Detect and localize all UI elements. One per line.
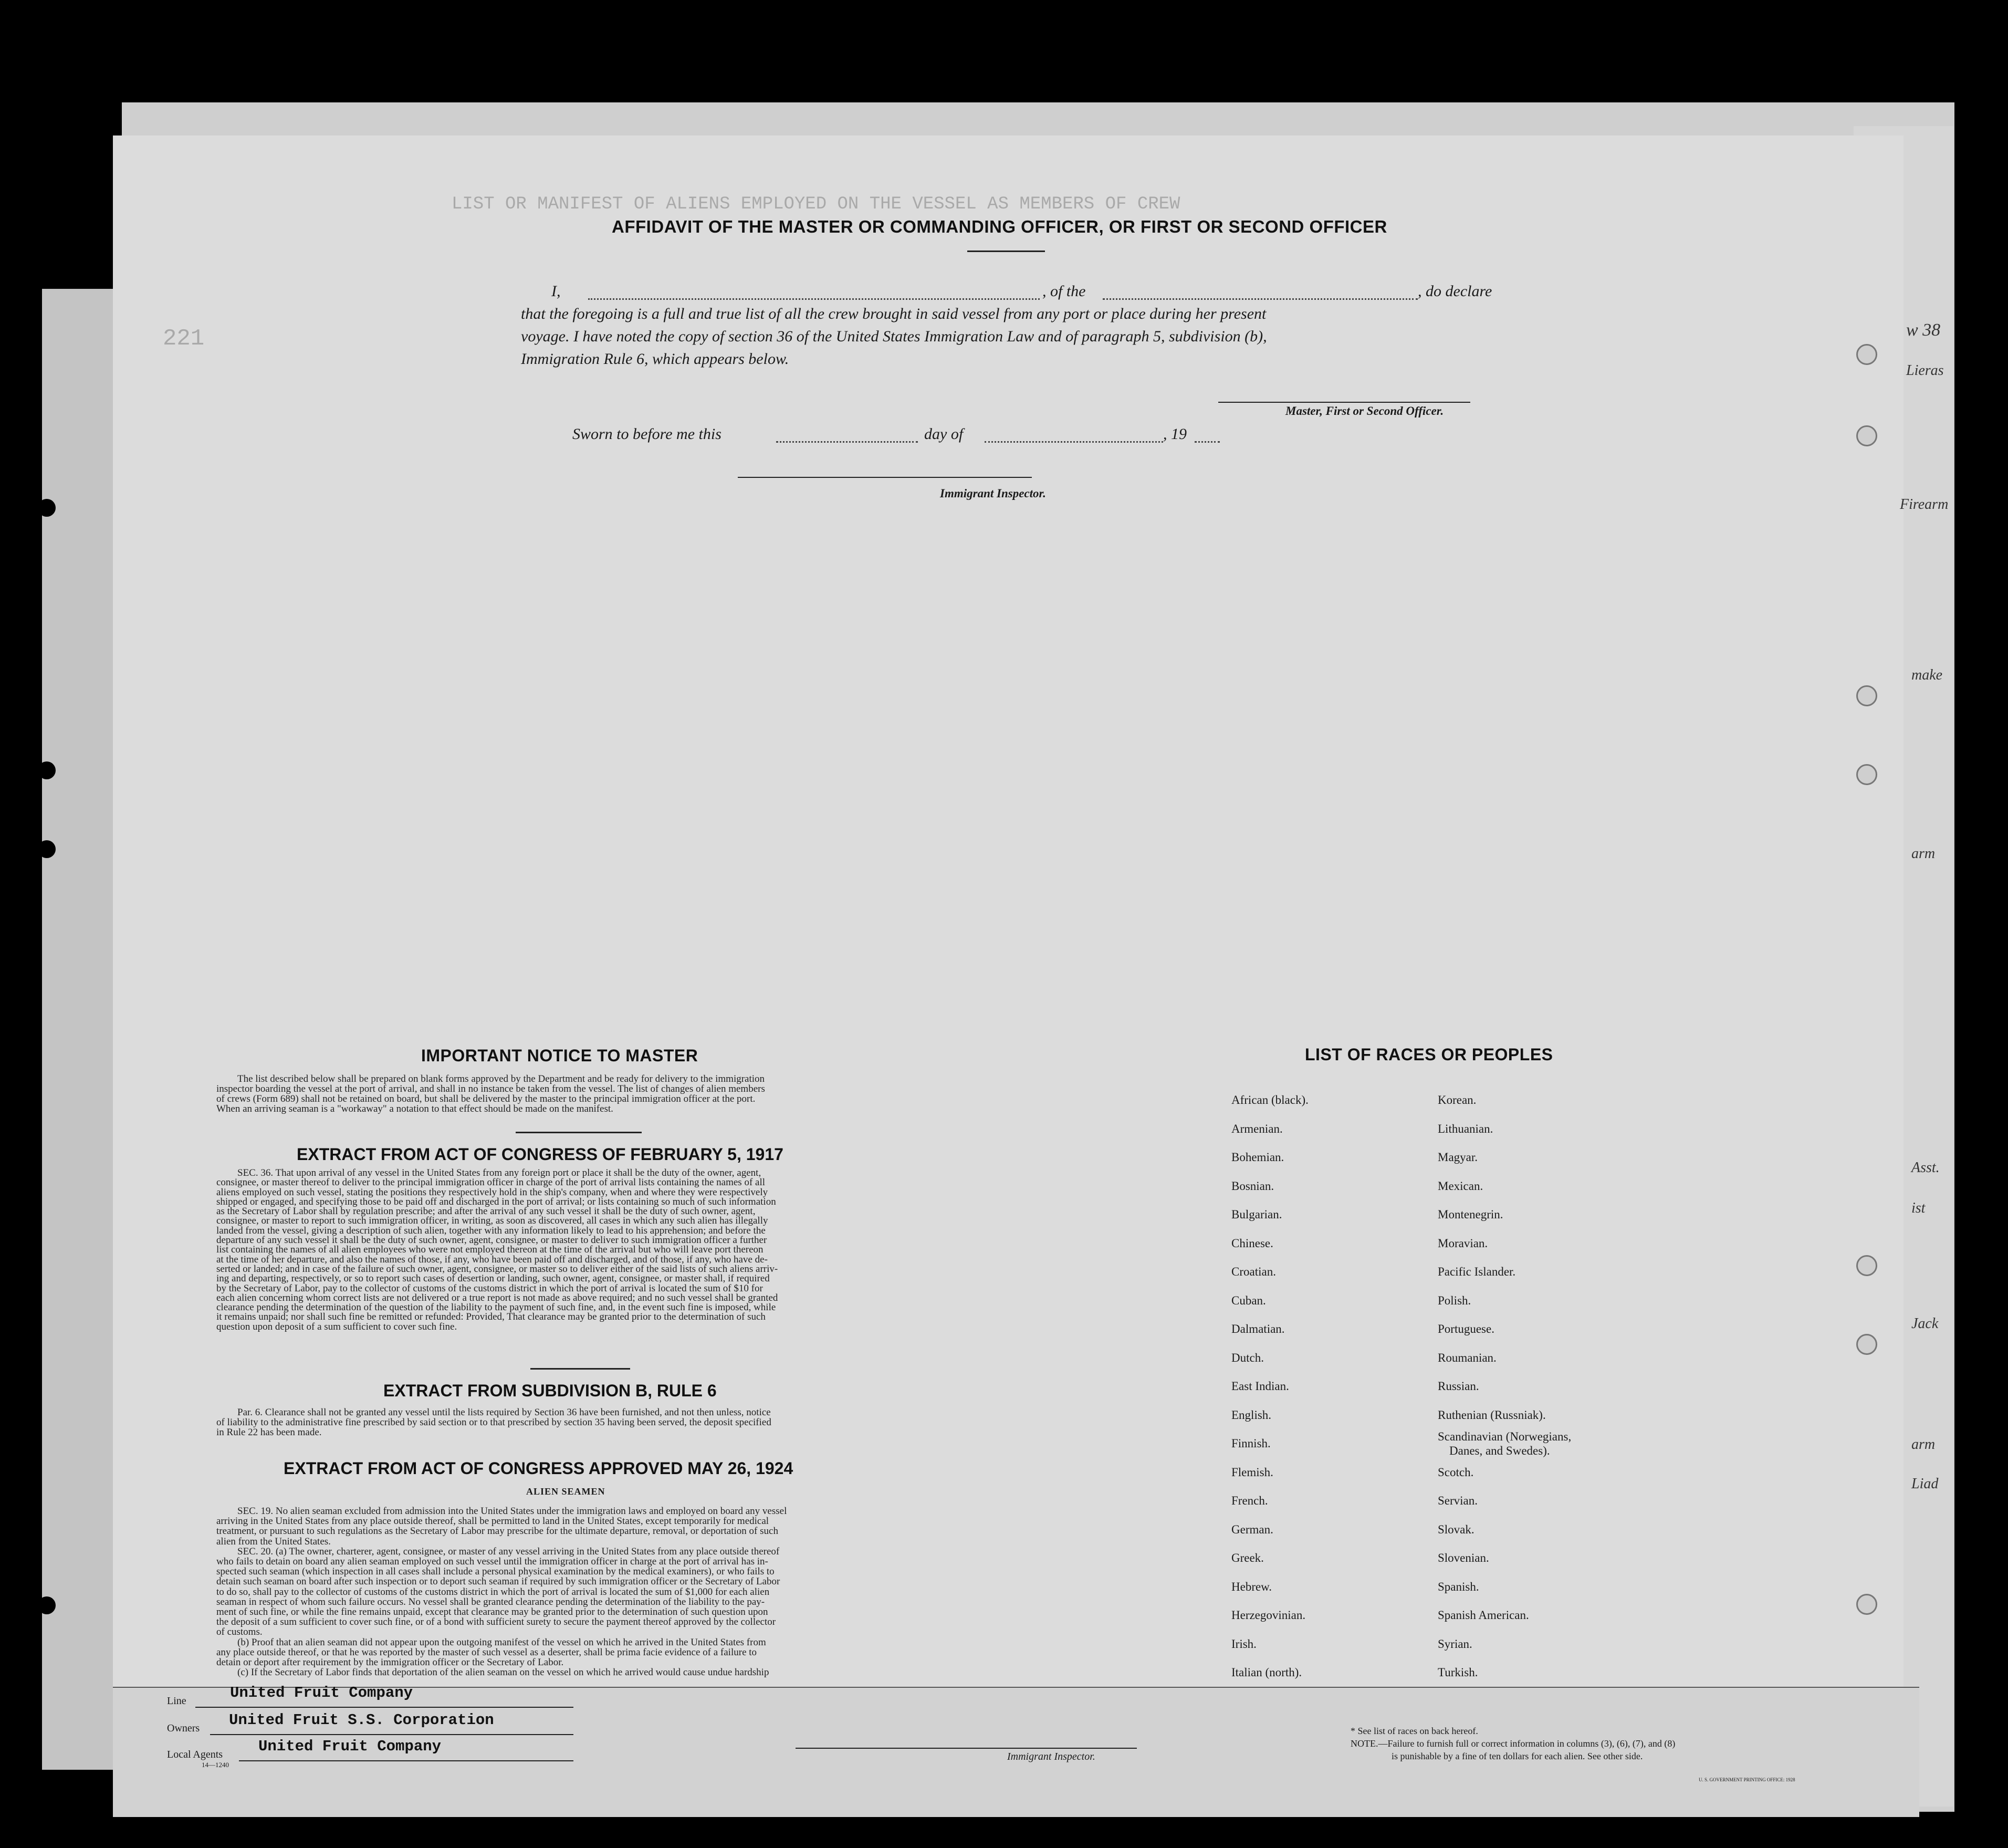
footer-inspector-line[interactable]	[796, 1748, 1137, 1749]
race-item: French.	[1231, 1494, 1268, 1507]
affidavit-declare: , do declare	[1418, 283, 1492, 300]
race-item	[1231, 1658, 1309, 1669]
race-item: Bohemian.	[1231, 1151, 1284, 1164]
section-rule	[530, 1368, 630, 1370]
affidavit-line2: that the foregoing is a full and true list of all the crew brought in said vessel from any port or place during her present	[521, 305, 1267, 322]
margin-note: ist	[1911, 1200, 1926, 1216]
race-item: Russian.	[1438, 1380, 1479, 1393]
line-value[interactable]: United Fruit Company	[230, 1684, 413, 1701]
extract-1917-title: EXTRACT FROM ACT OF CONGRESS OF FEBRUARY 5, 1917	[297, 1145, 783, 1164]
binder-ring	[1856, 1334, 1877, 1355]
ghost-header: LIST OR MANIFEST OF ALIENS EMPLOYED ON THE VESSEL AS MEMBERS OF CREW	[452, 194, 1180, 214]
race-item: Turkish.	[1438, 1666, 1478, 1679]
race-item: German.	[1231, 1522, 1273, 1536]
punch-hole	[38, 1596, 56, 1614]
footnote-races: * See list of races on back hereof.	[1351, 1726, 1478, 1736]
sworn-text: Sworn to before me this	[572, 425, 721, 443]
punch-hole	[38, 499, 56, 517]
binder-ring	[1856, 685, 1877, 706]
printer-mark: U. S. GOVERNMENT PRINTING OFFICE: 1928	[1699, 1777, 1795, 1782]
inspector-signature-line[interactable]	[738, 477, 1032, 478]
race-item: Armenian.	[1231, 1122, 1283, 1135]
agents-field-rule	[239, 1760, 573, 1761]
race-item: Irish.	[1231, 1637, 1257, 1651]
race-item: Dutch.	[1231, 1351, 1264, 1364]
line-field-rule	[195, 1707, 573, 1708]
race-item: Slovenian.	[1438, 1551, 1489, 1564]
footnote-note: NOTE.—Failure to furnish full or correct information in columns (3), (6), (7), and (8)	[1351, 1738, 1676, 1749]
agents-value[interactable]: United Fruit Company	[258, 1738, 442, 1755]
title-rule	[967, 250, 1045, 252]
footnote-note-cont: is punishable by a fine of ten dollars for each alien. See other side.	[1392, 1751, 1643, 1761]
race-item: East Indian.	[1231, 1380, 1289, 1393]
race-item: Mexican.	[1438, 1179, 1483, 1193]
margin-note: Liad	[1911, 1476, 1939, 1492]
affidavit-i: I,	[551, 283, 561, 300]
extract-rule6-body: Par. 6. Clearance shall not be granted any vessel until the lists required by Section 36 have been furnished, and not then unless, notice of liability to the administrative fine prescribed by said section or to that prescribed by section 35 having been served, the deposit specified in Rule 22 has been made.	[216, 1407, 771, 1438]
vessel-name-field[interactable]	[1103, 298, 1418, 300]
race-item: Ruthenian (Russniak).	[1438, 1408, 1546, 1422]
margin-note: w 38	[1906, 320, 1941, 340]
affidavit-line4: Immigration Rule 6, which appears below.	[521, 350, 789, 368]
race-item: Hebrew.	[1231, 1580, 1272, 1593]
race-item: Moravian.	[1438, 1236, 1488, 1250]
race-item: Magyar.	[1438, 1151, 1478, 1164]
race-item: Herzegovinian.	[1231, 1609, 1306, 1622]
line-label: Line	[167, 1695, 186, 1707]
race-item: Scandinavian (Norwegians, Danes, and Swedes).	[1438, 1430, 1572, 1457]
margin-note: Firearm	[1900, 496, 1949, 513]
sworn-day-field[interactable]	[776, 441, 918, 443]
inspector-label: Immigrant Inspector.	[940, 487, 1046, 500]
race-item: Chinese.	[1231, 1236, 1273, 1250]
owners-field-rule	[210, 1734, 573, 1735]
owners-label: Owners	[167, 1722, 200, 1734]
race-item: Lithuanian.	[1438, 1122, 1493, 1135]
form-number: 14—1240	[202, 1761, 229, 1769]
day-of-text: day of	[924, 425, 964, 443]
owners-value[interactable]: United Fruit S.S. Corporation	[229, 1711, 494, 1729]
race-item: Spanish American.	[1438, 1609, 1529, 1622]
binder-ring	[1856, 764, 1877, 785]
extract-1917-body: SEC. 36. That upon arrival of any vessel in the United States from any foreign port or place it shall be the duty of the owner, agent, consignee, or master thereof to deliver to the principal immigration officer in charge of the port of arrival lists containing the names of all aliens employed on such vessel, stating the positions they respectively hold in the ship's company, when and where they were respectively shipped or engaged, and specifying those to be paid off and discharged in the port of arrival; or lists containing so much of such information as the Secretary of Labor shall by regulation prescribe; and after the arrival of any such vessel it shall be the duty of such owner, agent, consignee, or master to report to such immigration officer, in writing, as soon as discovered, all cases in which any such alien has illegally landed from the vessel, giving a description of such alien, together with any information likely to lead to his apprehension; and before the departure of any such vessel it shall be the duty of such owner, agent, consignee, or master to deliver to such immigration officer a further list containing the names of all alien employees who were not employed thereon at the time of the arrival but who will leave port thereon at the time of her departure, and also the names of those, if any, who have been paid off and discharged, and of those, if any, who have de- serted or landed; and in case of the failure of such owner, agent, consignee, or master so to deliver either of the said lists of such aliens arriv- ing and departing, respectively, or so to report such cases of desertion or landing, such owner, agent, consignee, or master shall, if required by the Secretary of Labor, pay to the collector of customs of the customs district in which the port of arrival is located the sum of $10 for each alien concerning whom correct lists are not delivered or a true report is not made as above required; and no such vessel shall be granted clearance pending the determination of the question of the liability to the payment of such fine, and, in the event such fine is imposed, while it remains unpaid; nor shall such fine be remitted or refunded: Provided, That clearance may be granted prior to the determination of such question upon deposit of a sum sufficient to cover such fine.	[216, 1167, 778, 1332]
margin-note: Jack	[1911, 1315, 1939, 1332]
affidavit-line3: voyage. I have noted the copy of section 36 of the United States Immigration Law and of paragraph 5, subdivision (b),	[521, 328, 1267, 345]
margin-note: make	[1911, 667, 1943, 683]
race-item: Dalmatian.	[1231, 1322, 1285, 1335]
race-item: Bulgarian.	[1231, 1208, 1282, 1221]
race-item: Montenegrin.	[1438, 1208, 1503, 1221]
race-item: Croatian.	[1231, 1265, 1276, 1278]
master-signature-line[interactable]	[1218, 402, 1470, 403]
year-text: , 19	[1163, 425, 1187, 443]
margin-note: arm	[1911, 845, 1936, 862]
race-item: Spanish.	[1438, 1580, 1479, 1593]
alien-seamen-subtitle: ALIEN SEAMEN	[526, 1486, 605, 1497]
race-item: Slovak.	[1438, 1522, 1474, 1536]
master-label: Master, First or Second Officer.	[1285, 404, 1444, 417]
binder-ring	[1856, 1255, 1877, 1276]
agents-label: Local Agents	[167, 1749, 223, 1760]
affidavit-of-the: , of the	[1042, 283, 1086, 300]
race-item: Flemish.	[1231, 1465, 1273, 1479]
race-item: Servian.	[1438, 1494, 1478, 1507]
race-item: Syrian.	[1438, 1637, 1472, 1651]
binder-ring	[1856, 425, 1877, 446]
punch-hole	[38, 840, 56, 858]
races-title: LIST OF RACES OR PEOPLES	[1305, 1045, 1553, 1064]
race-item: Roumanian.	[1438, 1351, 1497, 1364]
binder-ring	[1856, 1594, 1877, 1615]
affidavit-title: AFFIDAVIT OF THE MASTER OR COMMANDING OFFICER, OR FIRST OR SECOND OFFICER	[612, 217, 1387, 236]
race-item: African (black).	[1231, 1093, 1309, 1106]
margin-note: arm	[1911, 1436, 1936, 1453]
race-item: Scotch.	[1438, 1465, 1474, 1479]
notice-title: IMPORTANT NOTICE TO MASTER	[421, 1046, 698, 1065]
extract-rule6-title: EXTRACT FROM SUBDIVISION B, RULE 6	[383, 1381, 717, 1400]
sworn-month-field[interactable]	[985, 441, 1163, 443]
race-item: Greek.	[1231, 1551, 1264, 1564]
extract-1924-body: SEC. 19. No alien seaman excluded from admission into the United States under the immigration laws and employed on board any vessel arriving in the United States from any place outside thereof, shall be permitted to land in the United States, except temporarily for medical treatment, or pursuant to such regulations as the Secretary of Labor may prescribe for the ultimate departure, removal, or deportation of such alien from the United States. SEC. 20. (a) The owner, charterer, agent, consignee, or master of any vessel arriving in the United States from any place outside thereof who fails to detain on board any alien seaman employed on such vessel until the immigration officer in charge at the port of arrival has in- spected such seaman (which inspection in all cases shall include a personal physical examination by the medical examiners), or who fails to detain such seaman on board after such inspection or to deport such seaman if required by such immigration officer or the Secretary of Labor to do so, shall pay to the collector of customs of the customs district in which the port of arrival is located the sum of $1,000 for each alien seaman in respect of whom such failure occurs. No vessel shall be granted clearance pending the determination of the liability to the pay- ment of such fine, or while the fine remains unpaid, except that clearance may be granted prior to the determination of such question upon the deposit of a sum sufficient to cover such fine, or of a bond with sufficient surety to secure the payment thereof approved by the collector of customs. (b) Proof that an alien seaman did not appear upon the outgoing manifest of the vessel on which he arrived in the United States from any place outside thereof, or that he was reported by the master of such vessel as a deserter, shall be prima facie evidence of a failure to detain or deport after requirement by the immigration officer or the Secretary of Labor. (c) If the Secretary of Labor finds that deportation of the alien seaman on the vessel on which he arrived would cause undue hardship	[216, 1506, 787, 1678]
races-col1	[1231, 1086, 1309, 1669]
ghost-number: 221	[163, 326, 205, 352]
margin-note: Lieras	[1906, 362, 1944, 379]
margin-note: Asst.	[1911, 1160, 1940, 1176]
race-item: Cuban.	[1231, 1293, 1266, 1307]
race-item: Finnish.	[1231, 1437, 1271, 1450]
master-name-field[interactable]	[588, 298, 1040, 300]
extract-1924-title: EXTRACT FROM ACT OF CONGRESS APPROVED MAY 26, 1924	[284, 1459, 793, 1478]
race-item: Korean.	[1438, 1093, 1477, 1106]
race-item: Pacific Islander.	[1438, 1265, 1516, 1278]
races-col2	[1438, 1086, 1571, 1687]
race-item: Polish.	[1438, 1293, 1471, 1307]
notice-body: The list described below shall be prepared on blank forms approved by the Department and be ready for delivery to the immigration inspector boarding the vessel at the port of arrival, and shall in no instance be taken from the vessel. The list of changes of alien members of crews (Form 689) shall not be retained on board, but shall be delivered by the master to the principal immigration officer at the port. When an arriving seaman is a "workaway" a notation to that effect should be made on the manifest.	[216, 1073, 765, 1114]
race-item: Bosnian.	[1231, 1179, 1274, 1193]
race-item: Portuguese.	[1438, 1322, 1494, 1335]
footer-inspector-label: Immigrant Inspector.	[1007, 1751, 1095, 1762]
punch-hole	[38, 761, 56, 779]
race-item: English.	[1231, 1408, 1272, 1422]
sworn-year-field[interactable]	[1195, 441, 1220, 443]
binder-ring	[1856, 344, 1877, 365]
section-rule	[516, 1132, 642, 1133]
